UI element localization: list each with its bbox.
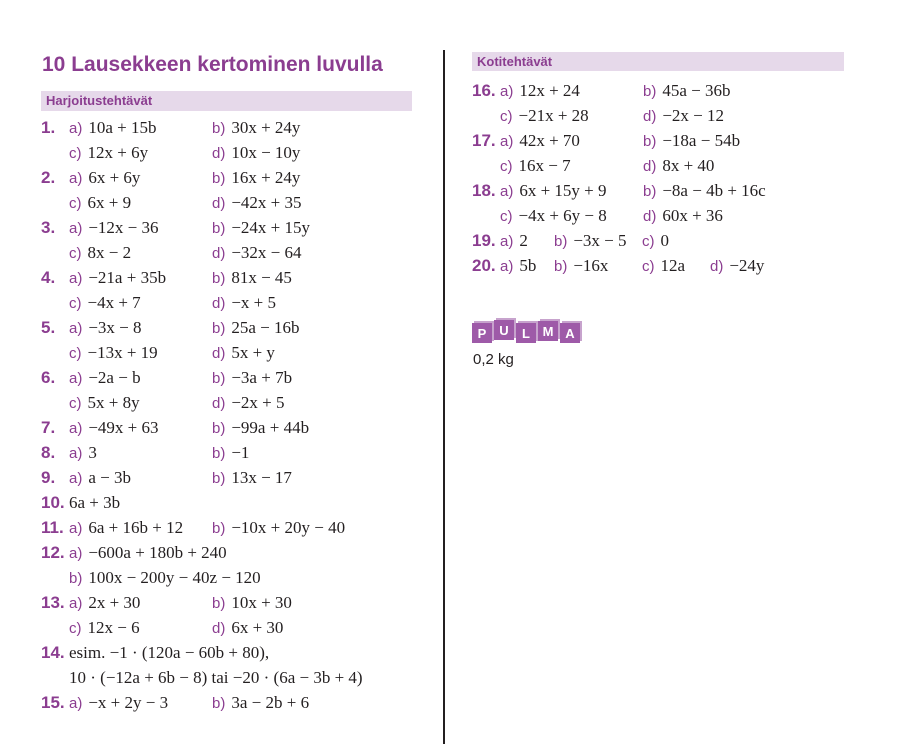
answer-expression: −32x − 64 xyxy=(231,243,302,262)
part-label: a) xyxy=(69,370,83,387)
answer-cell xyxy=(500,228,528,254)
answer-cell xyxy=(554,253,608,279)
part-label: b) xyxy=(212,370,226,387)
answer-cell xyxy=(69,265,166,291)
part-label: c) xyxy=(69,395,82,412)
answer-cell xyxy=(643,78,730,104)
exercise-number: 14. xyxy=(41,643,65,662)
answer-expression: −16x xyxy=(573,256,609,275)
exercise-number: 2. xyxy=(41,168,56,187)
answer-cell xyxy=(212,140,300,166)
exercise-number: 16. xyxy=(472,81,496,100)
answer-expression: −1 xyxy=(231,443,250,462)
part-label: d) xyxy=(212,245,226,262)
exercise-number: 20. xyxy=(472,256,496,275)
answer-cell xyxy=(212,290,276,316)
answer-expression: 10x − 10y xyxy=(231,143,301,162)
answer-cell xyxy=(500,178,607,204)
part-label: d) xyxy=(212,395,226,412)
part-label: b) xyxy=(643,133,657,150)
part-label: c) xyxy=(500,108,513,125)
answer-expression: 12a xyxy=(660,256,686,275)
column-divider xyxy=(443,50,445,744)
part-label: a) xyxy=(500,133,514,150)
answer-cell xyxy=(212,390,285,416)
part-label: a) xyxy=(500,258,514,275)
part-label: b) xyxy=(212,170,226,187)
pulma-letter-block: L xyxy=(516,323,536,343)
answer-expression: −2a − b xyxy=(88,368,141,387)
answer-expression: −49x + 63 xyxy=(88,418,159,437)
answer-expression: −42x + 35 xyxy=(231,193,302,212)
answer-expression: 45a − 36b xyxy=(662,81,731,100)
part-label: c) xyxy=(500,158,513,175)
pulma-letter-block: U xyxy=(494,320,514,340)
part-label: b) xyxy=(212,420,226,437)
answer-expression: −99a + 44b xyxy=(231,418,310,437)
part-label: c) xyxy=(69,145,82,162)
answer-expression: 6x + 9 xyxy=(87,193,132,212)
answer-cell xyxy=(212,465,292,491)
part-label: d) xyxy=(643,108,657,125)
exercise-number: 15. xyxy=(41,693,65,712)
answer-expression: −600a + 180b + 240 xyxy=(88,543,227,562)
answer-cell xyxy=(69,365,141,391)
answer-cell xyxy=(69,640,269,665)
exercise-number: 11. xyxy=(41,518,64,537)
answer-cell xyxy=(554,228,627,254)
exercise-number: 9. xyxy=(41,468,56,487)
answer-cell xyxy=(642,253,685,279)
answer-cell xyxy=(500,203,607,229)
answer-expression: 8x + 40 xyxy=(662,156,715,175)
part-label: c) xyxy=(69,295,82,312)
exercise-number: 1. xyxy=(41,118,56,137)
answer-expression: 6x + 30 xyxy=(231,618,284,637)
part-label: b) xyxy=(69,570,83,587)
answer-expression: 60x + 36 xyxy=(662,206,723,225)
answer-expression: 16x − 7 xyxy=(518,156,571,175)
answer-expression: −4x + 7 xyxy=(87,293,141,312)
answer-expression: −8a − 4b + 16c xyxy=(662,181,766,200)
answer-expression: 10 · (−12a + 6b − 8) tai −20 · (6a − 3b + 4) xyxy=(69,668,363,687)
part-label: b) xyxy=(554,233,568,250)
part-label: b) xyxy=(212,270,226,287)
section-header-koti: Kotitehtävät xyxy=(472,52,844,71)
part-label: b) xyxy=(212,120,226,137)
answer-cell xyxy=(69,565,261,591)
answer-expression: 100x − 200y − 40z − 120 xyxy=(88,568,261,587)
answer-expression: 10x + 30 xyxy=(231,593,292,612)
part-label: d) xyxy=(212,195,226,212)
part-label: d) xyxy=(212,295,226,312)
part-label: b) xyxy=(554,258,568,275)
answer-expression: 3a − 2b + 6 xyxy=(231,693,310,712)
answer-expression: 5b xyxy=(519,256,537,275)
answer-cell xyxy=(212,415,309,441)
exercise-number: 18. xyxy=(472,181,496,200)
answer-expression: −3x − 5 xyxy=(573,231,627,250)
answer-cell xyxy=(500,128,580,154)
answer-cell xyxy=(69,615,140,641)
exercise-number: 3. xyxy=(41,218,56,237)
answer-expression: −18a − 54b xyxy=(662,131,741,150)
answer-expression: 5x + 8y xyxy=(87,393,140,412)
part-label: a) xyxy=(69,445,83,462)
part-label: a) xyxy=(69,170,83,187)
answer-expression: 30x + 24y xyxy=(231,118,301,137)
answer-cell xyxy=(212,215,310,241)
part-label: a) xyxy=(69,545,83,562)
part-label: b) xyxy=(212,470,226,487)
answer-expression: 6x + 15y + 9 xyxy=(519,181,607,200)
answer-cell xyxy=(212,340,275,366)
answer-cell xyxy=(212,240,302,266)
answer-cell xyxy=(69,190,131,216)
answer-cell xyxy=(642,228,669,254)
part-label: a) xyxy=(69,520,83,537)
exercise-number: 5. xyxy=(41,318,56,337)
answer-cell xyxy=(69,240,131,266)
part-label: b) xyxy=(212,695,226,712)
part-label: d) xyxy=(710,258,724,275)
answer-cell xyxy=(69,315,142,341)
answer-expression: −4x + 6y − 8 xyxy=(518,206,607,225)
answer-cell xyxy=(212,115,300,141)
answer-expression: 10a + 15b xyxy=(88,118,157,137)
answer-expression: 5x + y xyxy=(231,343,275,362)
answer-expression: −24y xyxy=(729,256,765,275)
answer-cell xyxy=(643,203,723,229)
part-label: c) xyxy=(69,195,82,212)
answer-expression: −2x + 5 xyxy=(231,393,285,412)
part-label: c) xyxy=(69,620,82,637)
answer-expression: −12x − 36 xyxy=(88,218,159,237)
part-label: a) xyxy=(500,233,514,250)
part-label: c) xyxy=(642,233,655,250)
answer-cell xyxy=(69,215,159,241)
answer-expression: esim. −1 · (120a − 60b + 80), xyxy=(69,643,270,662)
answer-cell xyxy=(500,103,589,129)
answer-cell xyxy=(69,490,120,515)
part-label: a) xyxy=(69,420,83,437)
answer-cell xyxy=(212,165,300,191)
answer-cell xyxy=(69,665,363,690)
part-label: b) xyxy=(212,445,226,462)
part-label: b) xyxy=(212,595,226,612)
answer-expression: −3a + 7b xyxy=(231,368,293,387)
part-label: a) xyxy=(500,83,514,100)
answer-cell xyxy=(212,615,283,641)
page-title: 10 Lausekkeen kertominen luvulla xyxy=(42,53,383,76)
answer-expression: 2 xyxy=(519,231,528,250)
answer-expression: 6x + 6y xyxy=(88,168,141,187)
answer-expression: 0 xyxy=(660,231,669,250)
part-label: b) xyxy=(643,83,657,100)
answer-cell xyxy=(500,153,571,179)
answer-expression: a − 3b xyxy=(88,468,131,487)
answer-expression: 16x + 24y xyxy=(231,168,301,187)
answer-cell xyxy=(69,290,141,316)
part-label: c) xyxy=(69,345,82,362)
answer-cell xyxy=(69,690,168,716)
exercise-number: 7. xyxy=(41,418,56,437)
part-label: d) xyxy=(212,620,226,637)
answer-cell xyxy=(710,253,764,279)
answer-expression: −2x − 12 xyxy=(662,106,725,125)
answer-cell xyxy=(212,690,309,716)
answer-expression: −3x − 8 xyxy=(88,318,142,337)
pulma-answer: 0,2 kg xyxy=(473,351,514,368)
answer-expression: −10x + 20y − 40 xyxy=(231,518,346,537)
answer-expression: 8x − 2 xyxy=(87,243,132,262)
part-label: c) xyxy=(69,245,82,262)
part-label: d) xyxy=(212,345,226,362)
exercise-number: 4. xyxy=(41,268,56,287)
part-label: b) xyxy=(212,220,226,237)
answer-cell xyxy=(212,440,249,466)
answer-cell xyxy=(643,103,724,129)
part-label: b) xyxy=(212,320,226,337)
answer-expression: 6a + 16b + 12 xyxy=(88,518,184,537)
answer-cell xyxy=(212,365,292,391)
answer-cell xyxy=(212,315,299,341)
answer-cell xyxy=(643,128,740,154)
answer-cell xyxy=(500,253,536,279)
answer-expression: −x + 2y − 3 xyxy=(88,693,169,712)
section-header-harjoitus: Harjoitustehtävät xyxy=(41,91,412,111)
answer-cell xyxy=(69,165,140,191)
part-label: d) xyxy=(643,158,657,175)
exercise-number: 17. xyxy=(472,131,496,150)
part-label: a) xyxy=(69,470,83,487)
answer-expression: −x + 5 xyxy=(231,293,277,312)
answer-cell xyxy=(69,390,140,416)
answer-cell xyxy=(69,465,131,491)
part-label: a) xyxy=(69,320,83,337)
answer-cell xyxy=(69,515,183,541)
answer-expression: 12x − 6 xyxy=(87,618,140,637)
exercise-number: 19. xyxy=(472,231,496,250)
answer-cell xyxy=(69,115,156,141)
answer-cell xyxy=(212,190,302,216)
part-label: a) xyxy=(69,270,83,287)
pulma-logo xyxy=(472,323,580,343)
answer-cell xyxy=(212,590,292,616)
exercise-number: 8. xyxy=(41,443,56,462)
answer-cell xyxy=(69,415,159,441)
pulma-letter-block: M xyxy=(538,321,558,341)
answer-expression: 25a − 16b xyxy=(231,318,300,337)
answer-expression: 42x + 70 xyxy=(519,131,580,150)
part-label: b) xyxy=(212,520,226,537)
exercise-number: 10. xyxy=(41,493,65,512)
pulma-letter-block: A xyxy=(560,323,580,343)
part-label: d) xyxy=(212,145,226,162)
part-label: a) xyxy=(69,120,83,137)
part-label: a) xyxy=(69,595,83,612)
part-label: b) xyxy=(643,183,657,200)
part-label: a) xyxy=(500,183,514,200)
exercise-number: 12. xyxy=(41,543,65,562)
answer-expression: 6a + 3b xyxy=(69,493,121,512)
answer-expression: 3 xyxy=(88,443,97,462)
answer-cell xyxy=(69,540,227,566)
answer-expression: 81x − 45 xyxy=(231,268,292,287)
answer-cell xyxy=(500,78,580,104)
answer-expression: 12x + 6y xyxy=(87,143,149,162)
part-label: d) xyxy=(643,208,657,225)
answer-expression: −24x + 15y xyxy=(231,218,311,237)
answer-cell xyxy=(69,590,140,616)
part-label: a) xyxy=(69,695,83,712)
answer-expression: −21x + 28 xyxy=(518,106,589,125)
part-label: c) xyxy=(500,208,513,225)
answer-expression: 12x + 24 xyxy=(519,81,580,100)
pulma-letter-block: P xyxy=(472,323,492,343)
exercise-number: 13. xyxy=(41,593,65,612)
answer-expression: −13x + 19 xyxy=(87,343,158,362)
exercise-number: 6. xyxy=(41,368,56,387)
answer-cell xyxy=(69,440,97,466)
answer-cell xyxy=(69,140,148,166)
answer-cell xyxy=(212,515,345,541)
answer-expression: −21a + 35b xyxy=(88,268,167,287)
answer-cell xyxy=(643,153,714,179)
part-label: c) xyxy=(642,258,655,275)
answer-cell xyxy=(212,265,292,291)
answer-expression: 2x + 30 xyxy=(88,593,141,612)
part-label: a) xyxy=(69,220,83,237)
answer-cell xyxy=(643,178,766,204)
answer-expression: 13x − 17 xyxy=(231,468,292,487)
answer-cell xyxy=(69,340,158,366)
